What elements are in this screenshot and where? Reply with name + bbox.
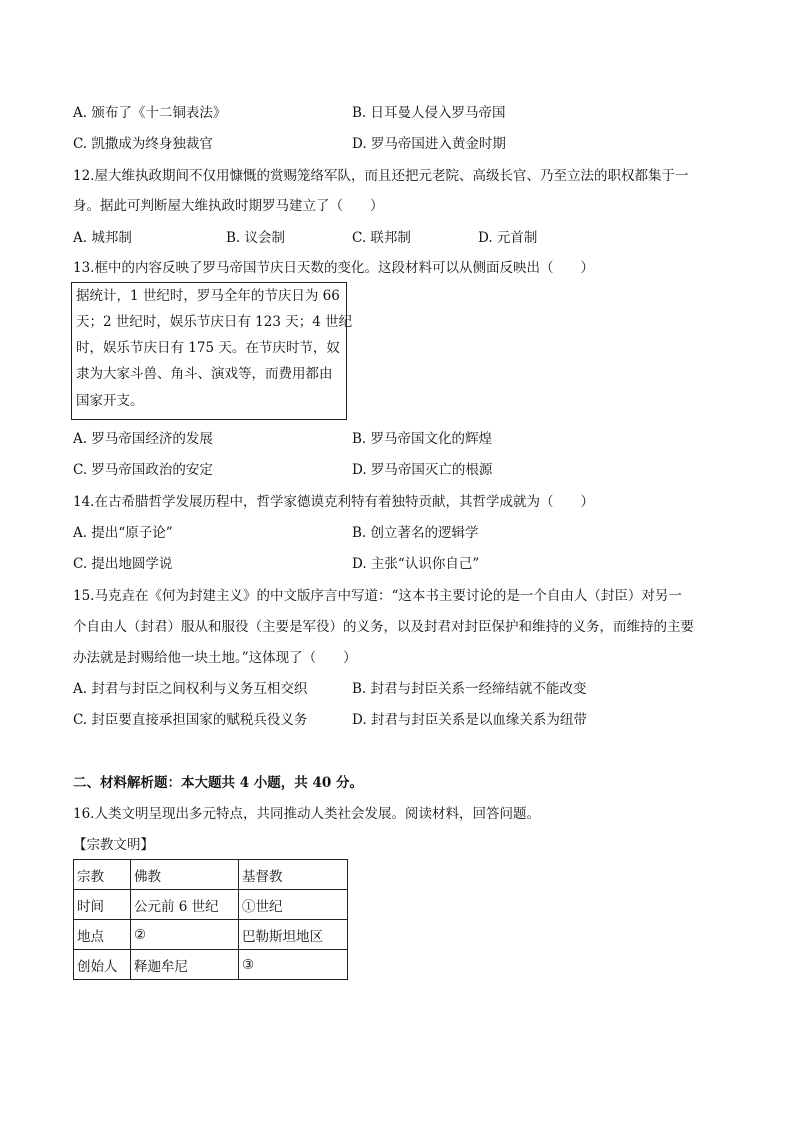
section-heading: 二、材料解析题：本大题共 4 小题，共 40 分。 bbox=[73, 775, 363, 791]
table-cell: ② bbox=[131, 920, 239, 950]
table-cell: 释迦牟尼 bbox=[131, 950, 239, 980]
q11-option-c: C. 凯撒成为终身独裁官 bbox=[73, 136, 213, 152]
table-row bbox=[74, 920, 348, 950]
q15-stem-line3: 办法就是封赐给他一块土地。”这体现了（ ） bbox=[73, 650, 357, 666]
table-cell: 地点 bbox=[74, 920, 131, 950]
table-cell: 时间 bbox=[74, 890, 131, 920]
q13-option-b: B. 罗马帝国文化的辉煌 bbox=[352, 431, 493, 447]
q13-box-line: 据统计，1 世纪时，罗马全年的节庆日为 66 bbox=[76, 288, 340, 304]
q13-box-line: 时，娱乐节庆日有 175 天。在节庆时节，奴 bbox=[76, 340, 340, 356]
q13-box-line: 国家开支。 bbox=[76, 393, 144, 409]
q15-option-c: C. 封臣要直接承担国家的赋税兵役义务 bbox=[73, 712, 308, 728]
q16-subtitle: 【宗教文明】 bbox=[73, 837, 154, 853]
q11-option-b: B. 日耳曼人侵入罗马帝国 bbox=[352, 105, 506, 121]
q15-option-a: A. 封君与封臣之间权利与义务互相交织 bbox=[73, 681, 308, 697]
q13-stem: 13.框中的内容反映了罗马帝国节庆日天数的变化。这段材料可以从侧面反映出（ ） bbox=[73, 260, 594, 276]
q13-box-line: 天；2 世纪时，娱乐节庆日有 123 天；4 世纪 bbox=[76, 314, 353, 330]
q14-stem: 14.在古希腊哲学发展历程中，哲学家德谟克利特有着独特贡献，其哲学成就为（ ） bbox=[73, 494, 594, 510]
q12-stem-line1: 12.屋大维执政期间不仅用慷慨的赏赐笼络军队，而且还把元老院、高级长官、乃至立法的职权都集于一 bbox=[73, 168, 689, 184]
table-cell: 基督教 bbox=[239, 860, 348, 890]
table-row bbox=[74, 890, 348, 920]
table-cell: 宗教 bbox=[74, 860, 131, 890]
q14-option-d: D. 主张“认识你自己” bbox=[352, 556, 480, 572]
q12-option-c: C. 联邦制 bbox=[352, 230, 411, 246]
q13-option-d: D. 罗马帝国灭亡的根源 bbox=[352, 462, 493, 478]
q11-option-a: A. 颁布了《十二铜表法》 bbox=[73, 105, 227, 121]
q13-material-box bbox=[71, 282, 353, 420]
q16-stem: 16.人类文明呈现出多元特点，共同推动人类社会发展。阅读材料，回答问题。 bbox=[73, 806, 540, 822]
q14-option-a: A. 提出“原子论” bbox=[73, 525, 173, 541]
q14-option-b: B. 创立著名的逻辑学 bbox=[352, 525, 479, 541]
q15-option-b: B. 封君与封臣关系一经缔结就不能改变 bbox=[352, 681, 587, 697]
q13-box-line: 隶为大家斗兽、角斗、演戏等，而费用都由 bbox=[76, 366, 333, 382]
table-cell: ③ bbox=[239, 950, 348, 980]
q12-stem-line2: 身。据此可判断屋大维执政时期罗马建立了（ ） bbox=[73, 198, 384, 214]
q12-option-a: A. 城邦制 bbox=[73, 230, 132, 246]
religion-table bbox=[73, 859, 348, 980]
q13-option-a: A. 罗马帝国经济的发展 bbox=[73, 431, 213, 447]
q12-option-d: D. 元首制 bbox=[478, 230, 538, 246]
table-cell: 公元前 6 世纪 bbox=[131, 890, 239, 920]
table-cell: ①世纪 bbox=[239, 890, 348, 920]
table-row bbox=[74, 860, 348, 890]
q14-option-c: C. 提出地圆学说 bbox=[73, 556, 173, 572]
q12-option-b: B. 议会制 bbox=[226, 230, 286, 246]
table-cell: 巴勒斯坦地区 bbox=[239, 920, 348, 950]
table-cell: 创始人 bbox=[74, 950, 131, 980]
q13-option-c: C. 罗马帝国政治的安定 bbox=[73, 462, 213, 478]
table-cell: 佛教 bbox=[131, 860, 239, 890]
q15-option-d: D. 封君与封臣关系是以血缘关系为纽带 bbox=[352, 712, 587, 728]
table-row bbox=[74, 950, 348, 980]
q11-option-d: D. 罗马帝国进入黄金时期 bbox=[352, 136, 506, 152]
q15-stem-line2: 个自由人（封君）服从和服役（主要是军役）的义务，以及封君对封臣保护和维持的义务，而维持的主要 bbox=[73, 619, 694, 635]
q15-stem-line1: 15.马克垚在《何为封建主义》的中文版序言中写道：“这本书主要讨论的是一个自由人（封臣）对另一 bbox=[73, 588, 682, 604]
